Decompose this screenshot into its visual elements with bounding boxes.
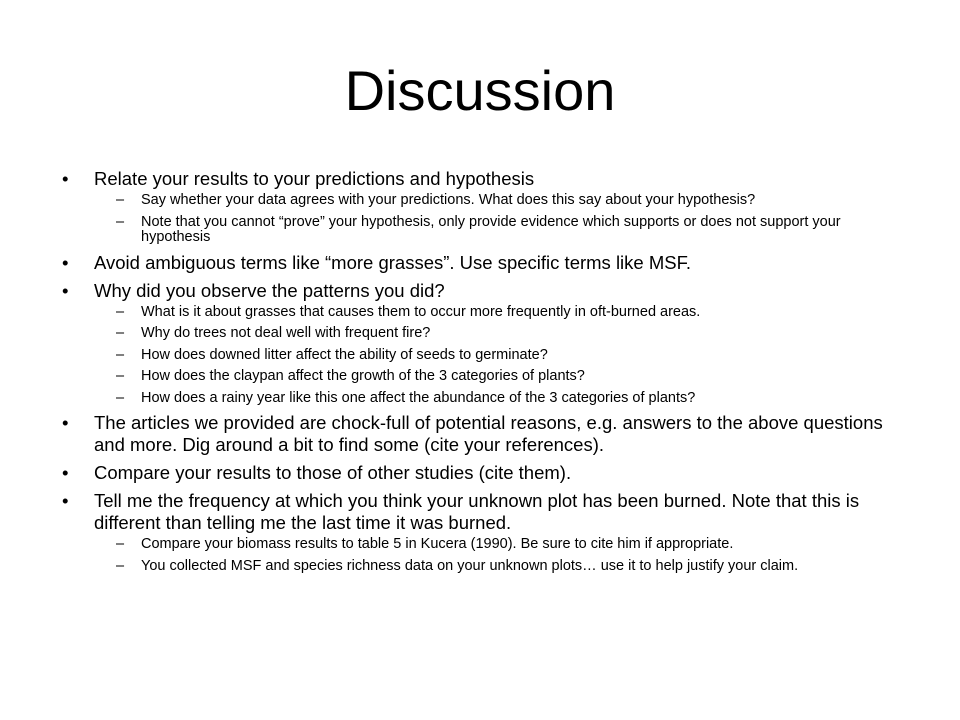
sub-bullet-item (94, 215, 892, 246)
sub-bullet-item (94, 326, 892, 342)
sub-bullet-text: How does downed litter affect the ability of seeds to germinate? (141, 346, 548, 363)
dash-icon: – (116, 303, 125, 320)
bullet-icon: • (62, 168, 69, 189)
sub-bullet-text: Compare your biomass results to table 5 in Kucera (1990). Be sure to cite him if appropriate. (141, 536, 734, 552)
bullet-text: Why did you observe the patterns you did? (94, 279, 445, 301)
sub-bullet-text: How does the claypan affect the growth of the 3 categories of plants? (141, 368, 585, 384)
sub-bullet-item (94, 305, 892, 321)
bullet-item (62, 280, 892, 407)
bullet-text: Relate your results to your predictions and hypothesis (94, 168, 535, 189)
sub-bullet-text: Say whether your data agrees with your predictions. What does this say about your hypothesis? (141, 192, 756, 208)
dash-icon: – (116, 389, 125, 406)
bullet-icon: • (62, 412, 69, 433)
dash-icon: – (116, 192, 125, 208)
sub-bullet-text: Why do trees not deal well with frequent fire? (141, 325, 431, 341)
sub-bullet-item (94, 537, 892, 553)
sub-bullet-text: You collected MSF and species richness data on your unknown plots… use it to help justify your claim. (141, 557, 799, 574)
bullet-list (62, 168, 892, 580)
bullet-item (62, 462, 892, 484)
bullet-item (62, 252, 892, 274)
slide-title: Discussion (344, 59, 616, 122)
bullet-item (62, 412, 892, 456)
dash-icon: – (116, 213, 125, 230)
bullet-icon: • (62, 251, 69, 273)
bullet-text: Avoid ambiguous terms like “more grasses”. Use specific terms like MSF. (94, 251, 691, 273)
bullet-text: Compare your results to those of other studies (cite them). (94, 462, 572, 483)
dash-icon: – (116, 557, 125, 574)
sub-bullet-item (94, 369, 892, 385)
dash-icon: – (116, 346, 125, 363)
sub-bullet-item (94, 391, 892, 407)
bullet-text: The articles we provided are chock-full of potential reasons, e.g. answers to the above questions and more. Dig around a bit to find some (cite your references). (94, 412, 883, 455)
sub-bullet-item (94, 193, 892, 209)
dash-icon: – (116, 536, 125, 552)
bullet-icon: • (62, 279, 69, 301)
sub-bullet-text: How does a rainy year like this one affect the abundance of the 3 categories of plants? (141, 389, 696, 406)
sub-bullet-item (94, 559, 892, 575)
dash-icon: – (116, 325, 125, 341)
sub-bullet-text: Note that you cannot “prove” your hypothesis, only provide evidence which supports or does not support your hypothesis (141, 213, 841, 245)
bullet-item (62, 490, 892, 574)
bullet-icon: • (62, 490, 69, 511)
sub-bullet-text: What is it about grasses that causes them to occur more frequently in oft-burned areas. (141, 303, 701, 320)
bullet-item (62, 168, 892, 246)
dash-icon: – (116, 368, 125, 384)
bullet-icon: • (62, 462, 69, 483)
sub-bullet-item (94, 348, 892, 364)
bullet-text: Tell me the frequency at which you think your unknown plot has been burned. Note that this is different than telling me the last time it was burned. (94, 490, 860, 533)
